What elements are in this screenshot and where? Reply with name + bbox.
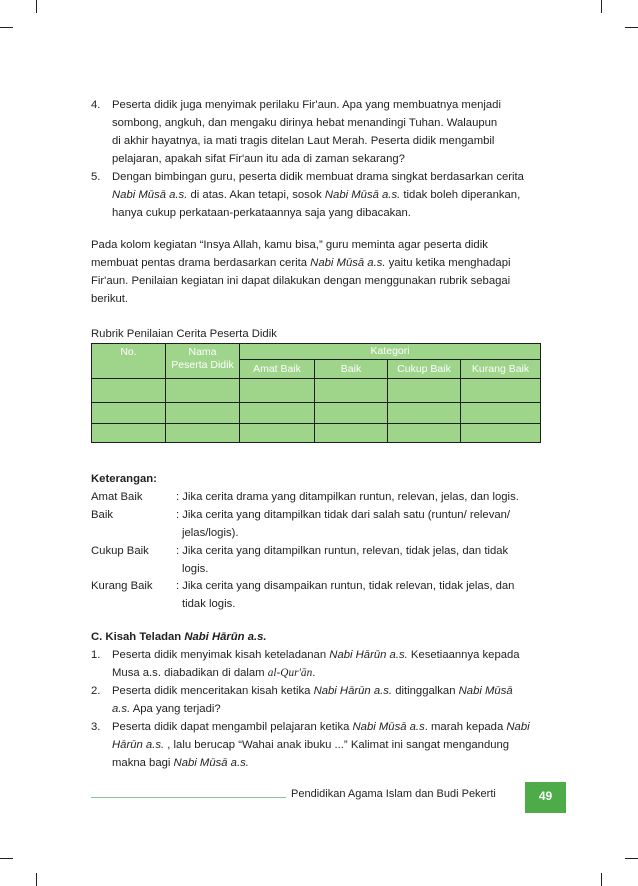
c-item-3-line	[112, 754, 249, 772]
table-cell	[240, 424, 315, 443]
table-cell	[388, 424, 461, 443]
nabi-name: Nabi Mūsā a.s.	[112, 189, 188, 201]
term-label: Cukup Baik	[91, 545, 149, 557]
text-span: , lalu berucap “Wahai anak ibuku ...” Kalimat ini sangat mengandung	[164, 739, 510, 751]
nabi-name: Nabi Mūsā a.s.	[310, 257, 386, 269]
table-cell	[388, 403, 461, 424]
table-cell	[315, 403, 388, 424]
table-cell	[166, 424, 240, 443]
keterangan-heading: Keterangan:	[91, 473, 157, 485]
item-4-line: sombong, angkuh, dan mengaku dirinya hebat menandingi Tuhan. Walaupun	[112, 117, 498, 129]
term-desc: : Jika cerita drama yang ditampilkan runtun, relevan, jelas, dan logis.	[176, 491, 519, 503]
list-number: 1.	[91, 649, 101, 661]
table-cell	[461, 403, 541, 424]
c-item-1-line	[112, 664, 315, 682]
paragraph-line	[91, 254, 511, 272]
table-cell	[240, 379, 315, 403]
table-cell	[92, 424, 166, 443]
table-row	[92, 424, 541, 443]
table-cell	[388, 379, 461, 403]
crop-mark	[0, 27, 13, 28]
table-row	[92, 379, 541, 403]
header-cukup-baik: Cukup Baik	[388, 360, 461, 379]
table-cell	[92, 403, 166, 424]
header-name	[166, 344, 240, 379]
term-desc: : Jika cerita yang ditampilkan tidak dari salah satu (runtun/ relevan/	[176, 509, 511, 521]
text-span: .	[312, 667, 316, 679]
header-kurang-baik: Kurang Baik	[461, 360, 541, 379]
paragraph-line: Pada kolom kegiatan “Insya Allah, kamu bisa,” guru meminta agar peserta didik	[91, 239, 488, 251]
text-span: ditinggalkan	[392, 685, 459, 697]
term-desc: : Jika cerita yang ditampilkan runtun, relevan, tidak jelas, dan tidak	[176, 545, 509, 557]
term-label: Baik	[91, 509, 113, 521]
crop-mark	[625, 27, 638, 28]
nabi-name: Nabi Mūsā	[458, 685, 513, 697]
crop-mark	[625, 858, 638, 859]
list-number: 3.	[91, 721, 101, 733]
book-title: Pendidikan Agama Islam dan Budi Pekerti	[291, 788, 496, 800]
section-heading	[91, 628, 267, 646]
text-span: Kesetiaannya kepada	[407, 649, 520, 661]
nabi-name: a.s.	[112, 703, 131, 715]
nabi-name: Nabi Hārūn a.s.	[329, 649, 408, 661]
header-amat-baik: Amat Baik	[240, 360, 315, 379]
table-cell	[240, 403, 315, 424]
c-item-2-line	[112, 682, 513, 700]
paragraph-line: Fir'aun. Penilaian kegiatan ini dapat dilakukan dengan menggunakan rubrik sebagai	[91, 275, 511, 287]
nabi-name: Nabi Mūsā a.s.	[173, 757, 249, 769]
nabi-name: Nabi	[506, 721, 530, 733]
footer-divider	[91, 797, 286, 798]
item-4-line: pelajaran, apakah sifat Fir'aun itu ada di zaman sekarang?	[112, 153, 405, 165]
text-span: Peserta didik menyimak kisah keteladanan	[112, 649, 330, 661]
term-label: Amat Baik	[91, 491, 143, 503]
text-span: Peserta didik menceritakan kisah ketika	[112, 685, 314, 697]
nabi-name: Nabi Hārūn a.s.	[313, 685, 393, 697]
text-span: tidak boleh diperankan,	[400, 189, 521, 201]
c-item-2-line	[112, 700, 221, 718]
nabi-name: Hārūn a.s.	[112, 739, 165, 751]
c-item-1-line	[112, 646, 520, 664]
table-cell	[461, 379, 541, 403]
term-desc: : Jika cerita yang disampaikan runtun, tidak relevan, tidak jelas, dan	[176, 580, 515, 592]
nabi-name: Nabi Mūsā a.s	[352, 721, 425, 733]
item-5-line	[112, 186, 520, 204]
text-span: Peserta didik dapat mengambil pelajaran ketika	[112, 721, 353, 733]
header-category: Kategori	[240, 344, 541, 360]
table-cell	[461, 424, 541, 443]
crop-mark	[601, 0, 602, 13]
text-span: membuat pentas drama berdasarkan cerita	[91, 257, 311, 269]
table-cell	[315, 424, 388, 443]
page-number: 49	[525, 782, 566, 813]
text-span: Apa yang terjadi?	[130, 703, 221, 715]
list-number: 2.	[91, 685, 101, 697]
c-item-3-line	[112, 718, 530, 736]
text-span: . marah kepada	[424, 721, 507, 733]
term-desc: tidak logis.	[182, 598, 236, 610]
quran-term: al-Qur'ān	[267, 667, 313, 679]
item-4-line: Peserta didik juga menyimak perilaku Fir'aun. Apa yang membuatnya menjadi	[112, 99, 501, 111]
item-4-line: di akhir hayatnya, ia mati tragis ditelan Laut Merah. Peserta didik mengambil	[112, 135, 495, 147]
header-no: No.	[92, 344, 166, 379]
table-row	[92, 403, 541, 424]
text-span: yaitu ketika menghadapi	[385, 257, 511, 269]
item-5-line: Dengan bimbingan guru, peserta didik membuat drama singkat berdasarkan cerita	[112, 171, 524, 183]
header-name-line: Nama	[188, 346, 217, 358]
nabi-name: Nabi Mūsā a.s.	[324, 189, 401, 201]
item-5-line: hanya cukup perkataan-perkataannya saja yang dibacakan.	[112, 207, 411, 219]
paragraph-line: berikut.	[91, 293, 129, 305]
rubric-table	[91, 343, 541, 443]
crop-mark	[36, 0, 37, 13]
table-cell	[315, 379, 388, 403]
text-span: di atas. Akan tetapi, sosok	[187, 189, 325, 201]
header-name-line: Peserta Didik	[171, 359, 234, 371]
c-item-3-line	[112, 736, 509, 754]
text-span: Musa a.s. diabadikan di dalam	[112, 667, 268, 679]
term-desc: logis.	[182, 563, 209, 575]
crop-mark	[0, 858, 13, 859]
crop-mark	[601, 873, 602, 886]
list-number: 5.	[91, 171, 101, 183]
table-cell	[92, 379, 166, 403]
heading-text: C. Kisah Teladan	[91, 631, 185, 643]
table-cell	[166, 379, 240, 403]
header-baik: Baik	[315, 360, 388, 379]
term-desc: jelas/logis).	[182, 527, 239, 539]
text-span: makna bagi	[112, 757, 174, 769]
crop-mark	[36, 873, 37, 886]
table-cell	[166, 403, 240, 424]
list-number: 4.	[91, 99, 101, 111]
term-label: Kurang Baik	[91, 580, 153, 592]
table-caption: Rubrik Penilaian Cerita Peserta Didik	[91, 328, 277, 340]
heading-nabi: Nabi Hārūn a.s.	[184, 631, 267, 643]
